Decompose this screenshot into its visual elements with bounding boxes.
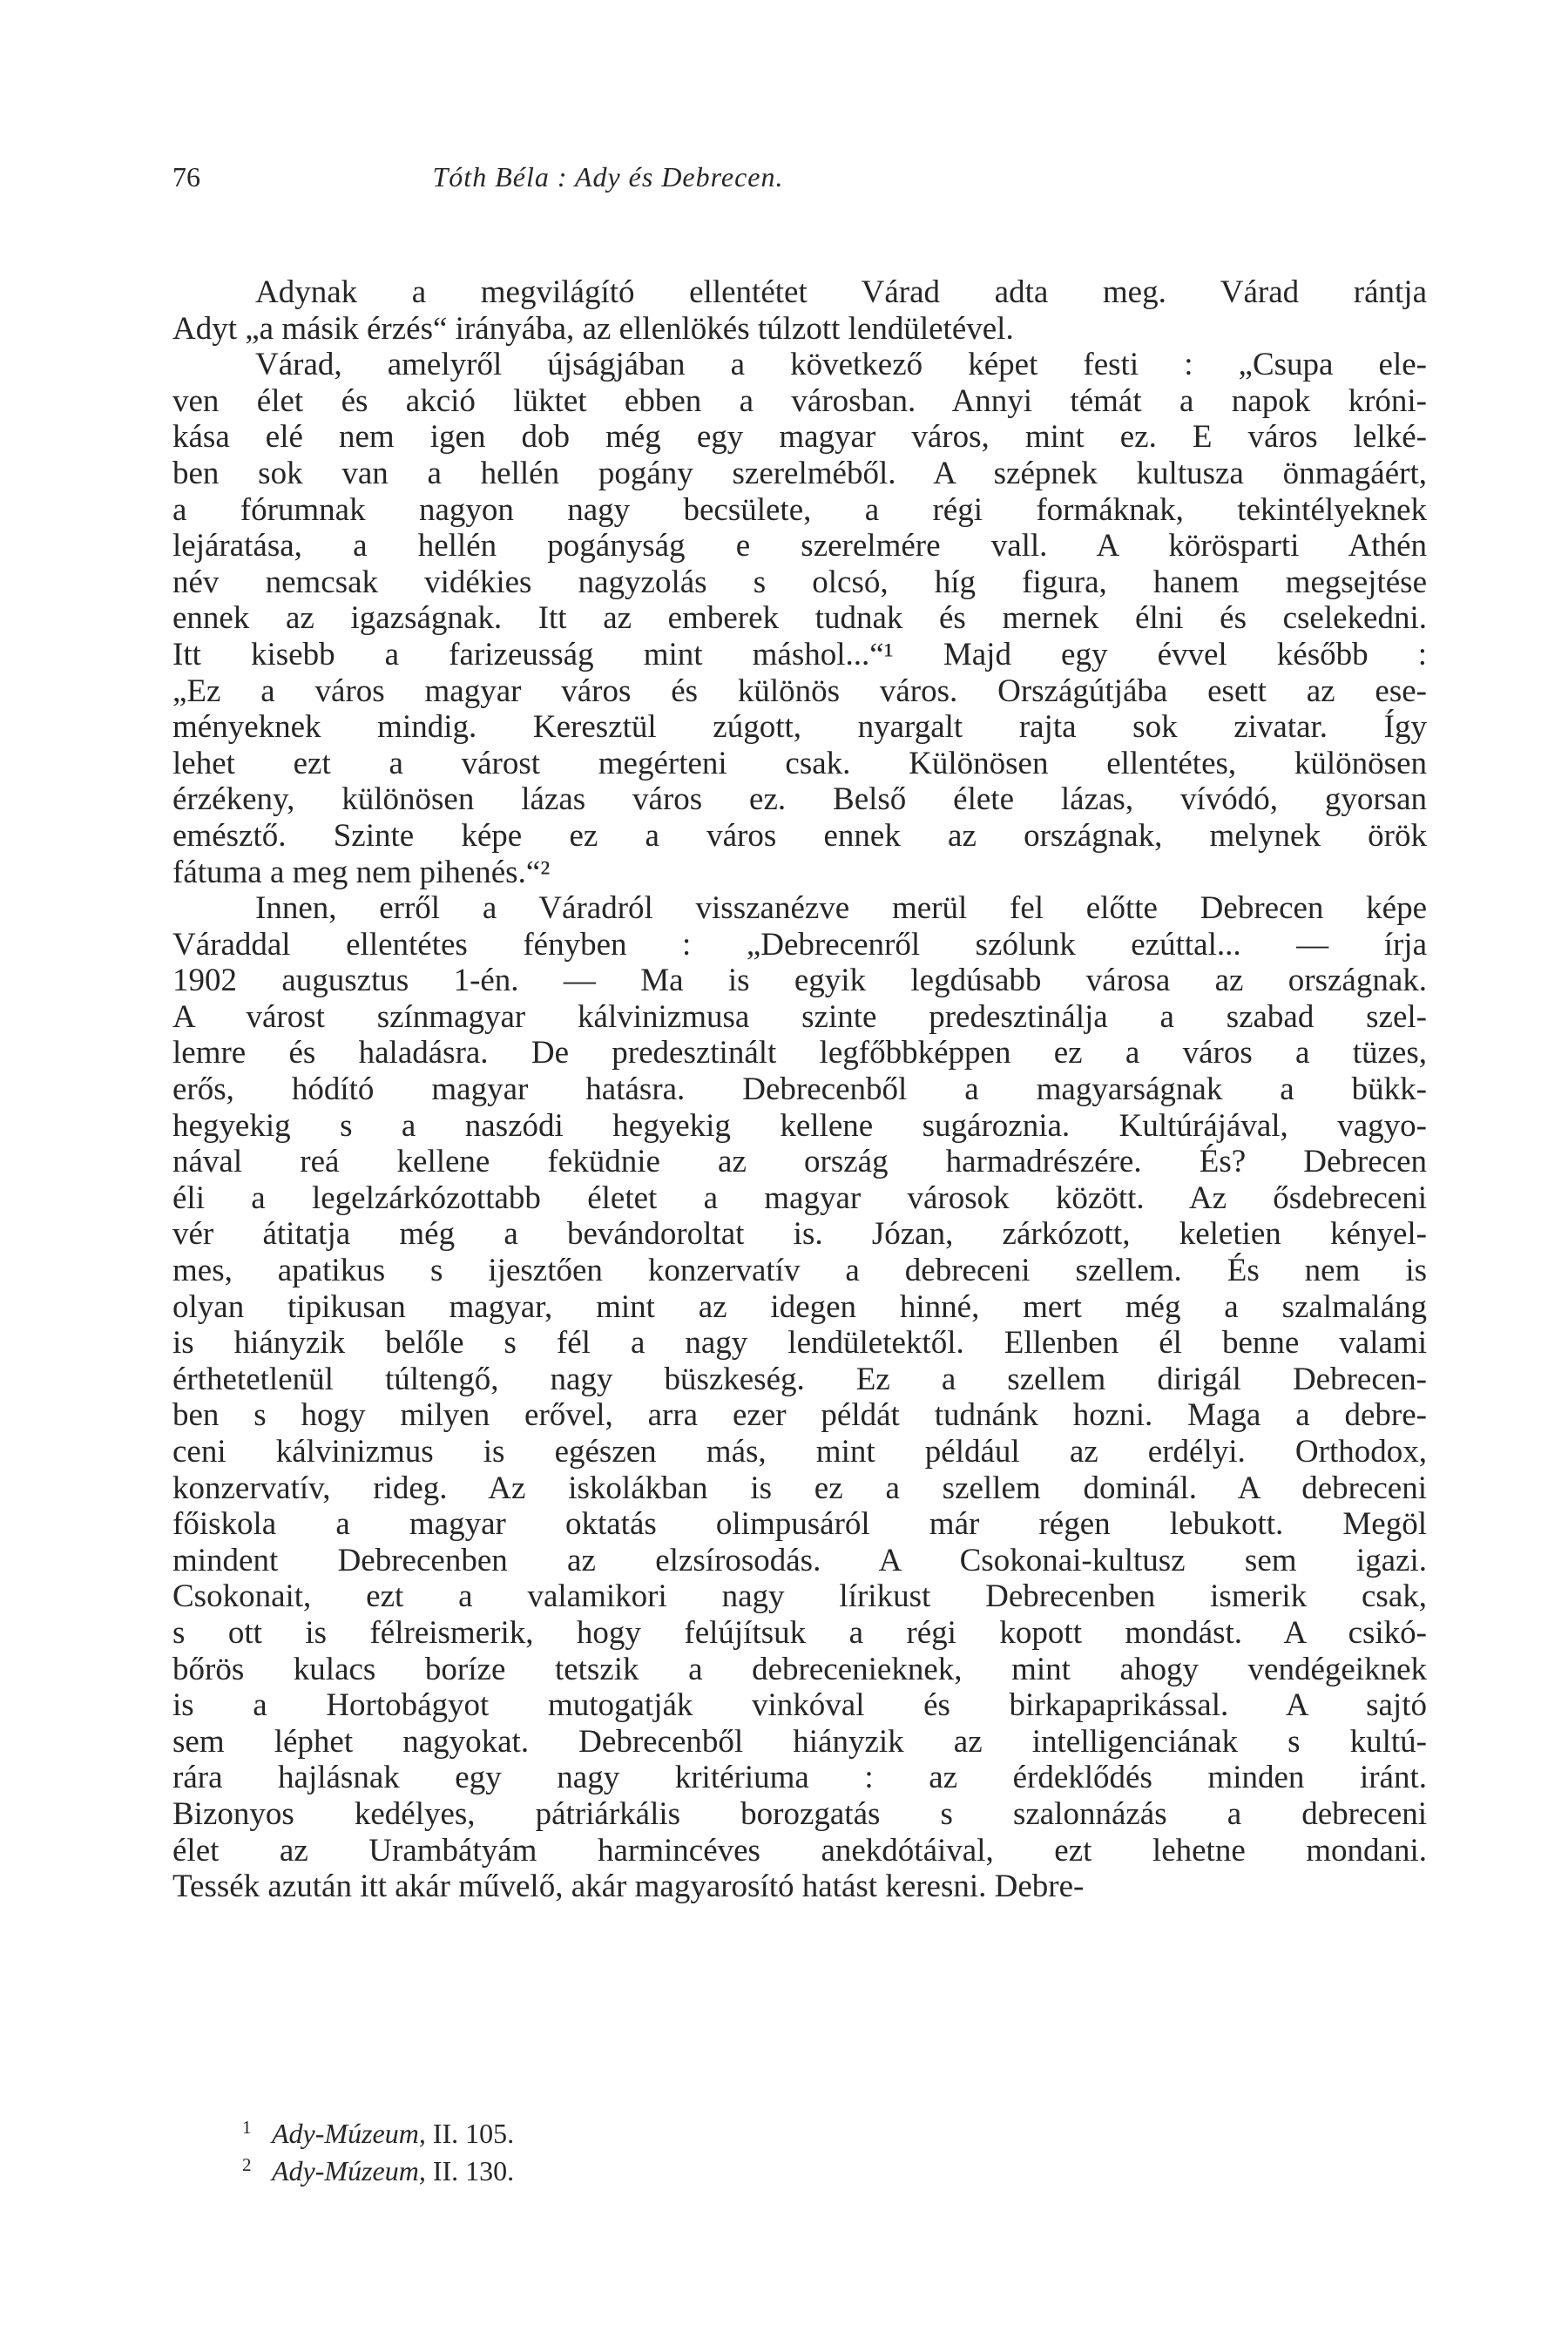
footnote-reference: II. 105. — [425, 2118, 515, 2149]
text-line: lemre és haladásra. De predesztinált legfőbbképpen ez a város a tüzes, — [172, 1035, 1427, 1071]
footnote — [242, 2149, 1026, 2186]
text-line: sem léphet nagyokat. Debrecenből hiányzik az intelligenciának s kultú- — [172, 1723, 1427, 1760]
text-line: érthetetlenül túltengő, nagy büszkeség. Ez a szellem dirigál Debrecen- — [172, 1361, 1427, 1397]
text-line: Bizonyos kedélyes, pátriárkális borozgatás s szalonnázás a debreceni — [172, 1795, 1427, 1832]
text-line: is a Hortobágyot mutogatják vinkóval és birkapaprikással. A sajtó — [172, 1687, 1427, 1724]
paragraph — [172, 347, 1427, 890]
text-line: a fórumnak nagyon nagy becsülete, a régi formáknak, tekintélyeknek — [172, 491, 1427, 528]
text-line: név nemcsak vidékies nagyzolás s olcsó, híg figura, hanem megsejtése — [172, 564, 1427, 600]
text-line: Váraddal ellentétes fényben : „Debrecenről szólunk ezúttal... — írja — [172, 926, 1427, 963]
text-line: „Ez a város magyar város és különös város. Országútjába esett az ese- — [172, 672, 1427, 709]
page-header — [172, 155, 1427, 199]
text-line: Itt kisebb a farizeusság mint máshol...“¹ Majd egy évvel később : — [172, 636, 1427, 672]
text-line: A várost színmagyar kálvinizmusa szinte predesztinálja a szabad szel- — [172, 998, 1427, 1035]
text-line: emésztő. Szinte képe ez a város ennek az országnak, melynek örök — [172, 817, 1427, 854]
text-line: mes, apatikus s ijesztően konzervatív a debreceni szellem. És nem is — [172, 1253, 1427, 1289]
text-line: lehet ezt a várost megérteni csak. Különösen ellentétes, különösen — [172, 745, 1427, 781]
text-line: Tessék azután itt akár művelő, akár magyarosító hatást keresni. Debre- — [172, 1869, 1085, 1905]
page-number: 76 — [172, 161, 200, 193]
footnote-work: Ady-Múzeum, — [272, 2155, 426, 2186]
text-line: élet az Urambátyám harmincéves anekdótáival, ezt lehetne mondani. — [172, 1832, 1427, 1869]
text-line: is hiányzik belőle s fél a nagy lendületektől. Ellenben él benne valami — [172, 1325, 1427, 1362]
text-line: főiskola a magyar oktatás olimpusáról már régen lebukott. Megöl — [172, 1506, 1427, 1543]
text-line: hegyekig s a naszódi hegyekig kellene sugároznia. Kultúrájával, vagyo- — [172, 1107, 1427, 1144]
footnote-mark: 1 — [242, 2117, 252, 2138]
text-line: rára hajlásnak egy nagy kritériuma : az érdeklődés minden iránt. — [172, 1760, 1427, 1796]
text-line: fátuma a meg nem pihenés.“² — [172, 854, 551, 890]
text-line: Várad, amelyről újságjában a következő képet festi : „Csupa ele- — [255, 347, 1427, 383]
running-title: Tóth Béla : Ady és Debrecen. — [432, 161, 784, 193]
text-line: Csokonait, ezt a valamikori nagy lírikust Debrecenben ismerik csak, — [172, 1578, 1427, 1615]
text-line: vér átitatja még a bevándoroltat is. Józan, zárkózott, keletien kényel- — [172, 1216, 1427, 1253]
text-line: mindent Debrecenben az elzsírosodás. A Csokonai-kultusz sem igazi. — [172, 1542, 1427, 1578]
text-line: éli a legelzárkózottabb életet a magyar városok között. Az ősdebreceni — [172, 1179, 1427, 1216]
text-line: ven élet és akció lüktet ebben a városban. Annyi témát a napok króni- — [172, 382, 1427, 419]
paragraph — [172, 274, 1427, 347]
text-line: Adynak a megvilágító ellentétet Várad adta meg. Várad rántja — [255, 274, 1427, 310]
text-line: erős, hódító magyar hatásra. Debrecenből a magyarságnak a bükk- — [172, 1071, 1427, 1108]
text-line: bőrös kulacs boríze tetszik a debrecenieknek, mint ahogy vendégeiknek — [172, 1651, 1427, 1687]
paragraph — [172, 890, 1427, 1905]
footnotes — [242, 2112, 1026, 2186]
text-line: lejáratása, a hellén pogányság e szerelmére vall. A körösparti Athén — [172, 528, 1427, 564]
text-line: ceni kálvinizmus is egészen más, mint például az erdélyi. Orthodox, — [172, 1434, 1427, 1470]
footnote — [242, 2112, 1026, 2149]
footnote-mark: 2 — [242, 2154, 252, 2175]
text-line: Innen, erről a Váradról visszanézve merül fel előtte Debrecen képe — [255, 890, 1427, 927]
text-line: olyan tipikusan magyar, mint az idegen hinné, mert még a szalmaláng — [172, 1288, 1427, 1325]
text-line: ennek az igazságnak. Itt az emberek tudnak és mernek élni és cselekedni. — [172, 600, 1427, 637]
body-text — [172, 274, 1427, 1905]
text-line: 1902 augusztus 1-én. — Ma is egyik legdúsabb városa az országnak. — [172, 963, 1427, 999]
text-line: konzervatív, rideg. Az iskolákban is ez a szellem dominál. A debreceni — [172, 1470, 1427, 1506]
text-line: kása elé nem igen dob még egy magyar város, mint ez. E város lelké- — [172, 419, 1427, 456]
text-line: érzékeny, különösen lázas város ez. Belső élete lázas, vívódó, gyorsan — [172, 781, 1427, 818]
text-line: nával reá kellene feküdnie az ország harmadrészére. És? Debrecen — [172, 1144, 1427, 1180]
footnote-reference: II. 130. — [425, 2155, 515, 2186]
text-line: ben sok van a hellén pogány szerelméből. A szépnek kultusza önmagáért, — [172, 455, 1427, 491]
text-line: ményeknek mindig. Keresztül zúgott, nyargalt rajta sok zivatar. Így — [172, 709, 1427, 746]
text-line: Adyt „a másik érzés“ irányába, az ellenlökés túlzott lendületével. — [172, 310, 1014, 347]
footnote-work: Ady-Múzeum, — [272, 2118, 426, 2149]
text-line: ben s hogy milyen erővel, arra ezer példát tudnánk hozni. Maga a debre- — [172, 1397, 1427, 1434]
text-line: s ott is félreismerik, hogy felújítsuk a régi kopott mondást. A csikó- — [172, 1614, 1427, 1651]
